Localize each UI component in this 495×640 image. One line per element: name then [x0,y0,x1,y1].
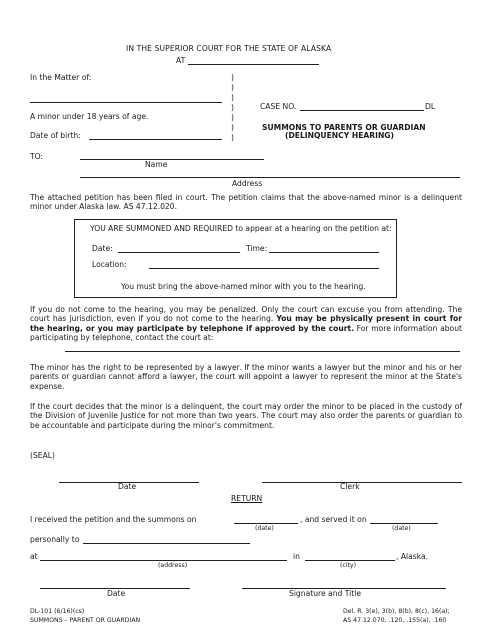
dob-label: Date of birth: [30,131,81,140]
address-label: Address [232,179,263,188]
served-in-label: in [293,552,300,561]
hearing-date-label: Date: [92,244,113,253]
minor-name-field[interactable] [30,102,222,103]
court-contact-field[interactable] [65,351,460,352]
signature-title-label: Signature and Title [289,589,362,598]
hearing-location-label: Location: [92,260,127,269]
clerk-label: Clerk [340,482,360,491]
return-heading: RETURN [231,494,263,503]
alaska-label: , Alaska. [396,552,429,561]
bring-minor-text: You must bring the above-named minor with you to the hearing. [121,282,366,291]
court-heading: IN THE SUPERIOR COURT FOR THE STATE OF ALASKA [126,44,332,53]
penalty-bold-text: You may be physically present in court for the hearing, or you may participate by telephone if approved by the court. [30,314,462,333]
case-no-label: CASE NO. [260,102,297,111]
penalty-text: If you do not come to the hearing, you may be penalized. Only the court can excuse you from attending. The court has jurisdiction, even if you do not come to the hearing. [30,305,462,324]
hearing-time-label: Time: [246,244,268,253]
to-label: TO: [30,152,44,161]
caption-paren: ) [231,73,234,82]
city-caption: (city) [340,562,357,569]
served-address-field[interactable] [40,560,287,561]
name-label: Name [145,160,168,169]
dob-field[interactable] [89,139,222,140]
received-text: I received the petition and the summons on [30,515,197,524]
caption-paren: ) [231,113,234,122]
statute-reference: AS 47.12.070, .120, .155(a), .160 [343,617,447,624]
seal-label: (SEAL) [30,451,55,460]
caption-paren: ) [231,103,234,112]
served-text: , and served it on [300,515,367,524]
personally-to-label: personally to [30,535,80,544]
form-name: SUMMONS – PARENT OR GUARDIAN [30,617,141,624]
at-label: AT [176,56,186,65]
intro-paragraph: The attached petition has been filed in court. The petition claims that the above-named minor is a delinquent minor under Alaska law. AS 47.12.020. [30,193,462,212]
hearing-date-field[interactable] [118,252,240,253]
minor-note: A minor under 18 years of age. [30,112,149,121]
served-city-field[interactable] [305,560,395,561]
custody-paragraph: If the court decides that the minor is a delinquent, the court may order the minor to be placed in the custody of the Division of Juvenile Justice for not more than two years. The court may also order the parents or guardian to be accountable and participate during the minor's commitment. [30,402,462,430]
served-person-field[interactable] [83,543,250,544]
document-subtitle: (DELINQUENCY HEARING) [285,131,395,140]
document-title: SUMMONS TO PARENTS OR GUARDIAN [262,123,426,132]
served-at-label: at [30,552,38,561]
lawyer-paragraph: The minor has the right to be represented by a lawyer. If the minor wants a lawyer but the minor and his or her parents or guardian cannot afford a lawyer, the court will appoint a lawyer to represent the minor at the State's expense. [30,363,462,391]
caption-paren: ) [231,123,234,132]
caption-paren: ) [231,93,234,102]
received-date-caption: (date) [255,525,274,532]
rules-reference: Del. R. 3(e), 3(b), 8(b), 8(c), 16(a); [343,608,450,615]
case-suffix: DL [425,102,436,111]
recipient-address-field[interactable] [80,177,460,178]
penalty-text-end: For more information about participating by telephone, contact the court at: [30,323,462,343]
served-date-caption: (date) [392,525,411,532]
penalty-paragraph [30,305,462,343]
caption-paren: ) [231,133,234,142]
address-caption: (address) [158,562,188,569]
summoned-text: YOU ARE SUMMONED AND REQUIRED to appear at a hearing on the petition at: [90,224,392,233]
clerk-signature-field[interactable] [262,482,462,483]
case-no-field[interactable] [300,110,424,111]
hearing-location-field[interactable] [149,268,379,269]
issue-date-label: Date [118,482,137,491]
recipient-name-field[interactable] [80,159,264,160]
hearing-time-field[interactable] [269,252,379,253]
matter-of-label: In the Matter of: [30,73,92,82]
served-date-field[interactable] [370,523,438,524]
court-location-field[interactable] [188,64,319,65]
return-date-label: Date [107,589,126,598]
received-date-field[interactable] [234,523,298,524]
caption-paren: ) [231,83,234,92]
form-id: DL-101 (6/16)(cs) [30,608,85,615]
